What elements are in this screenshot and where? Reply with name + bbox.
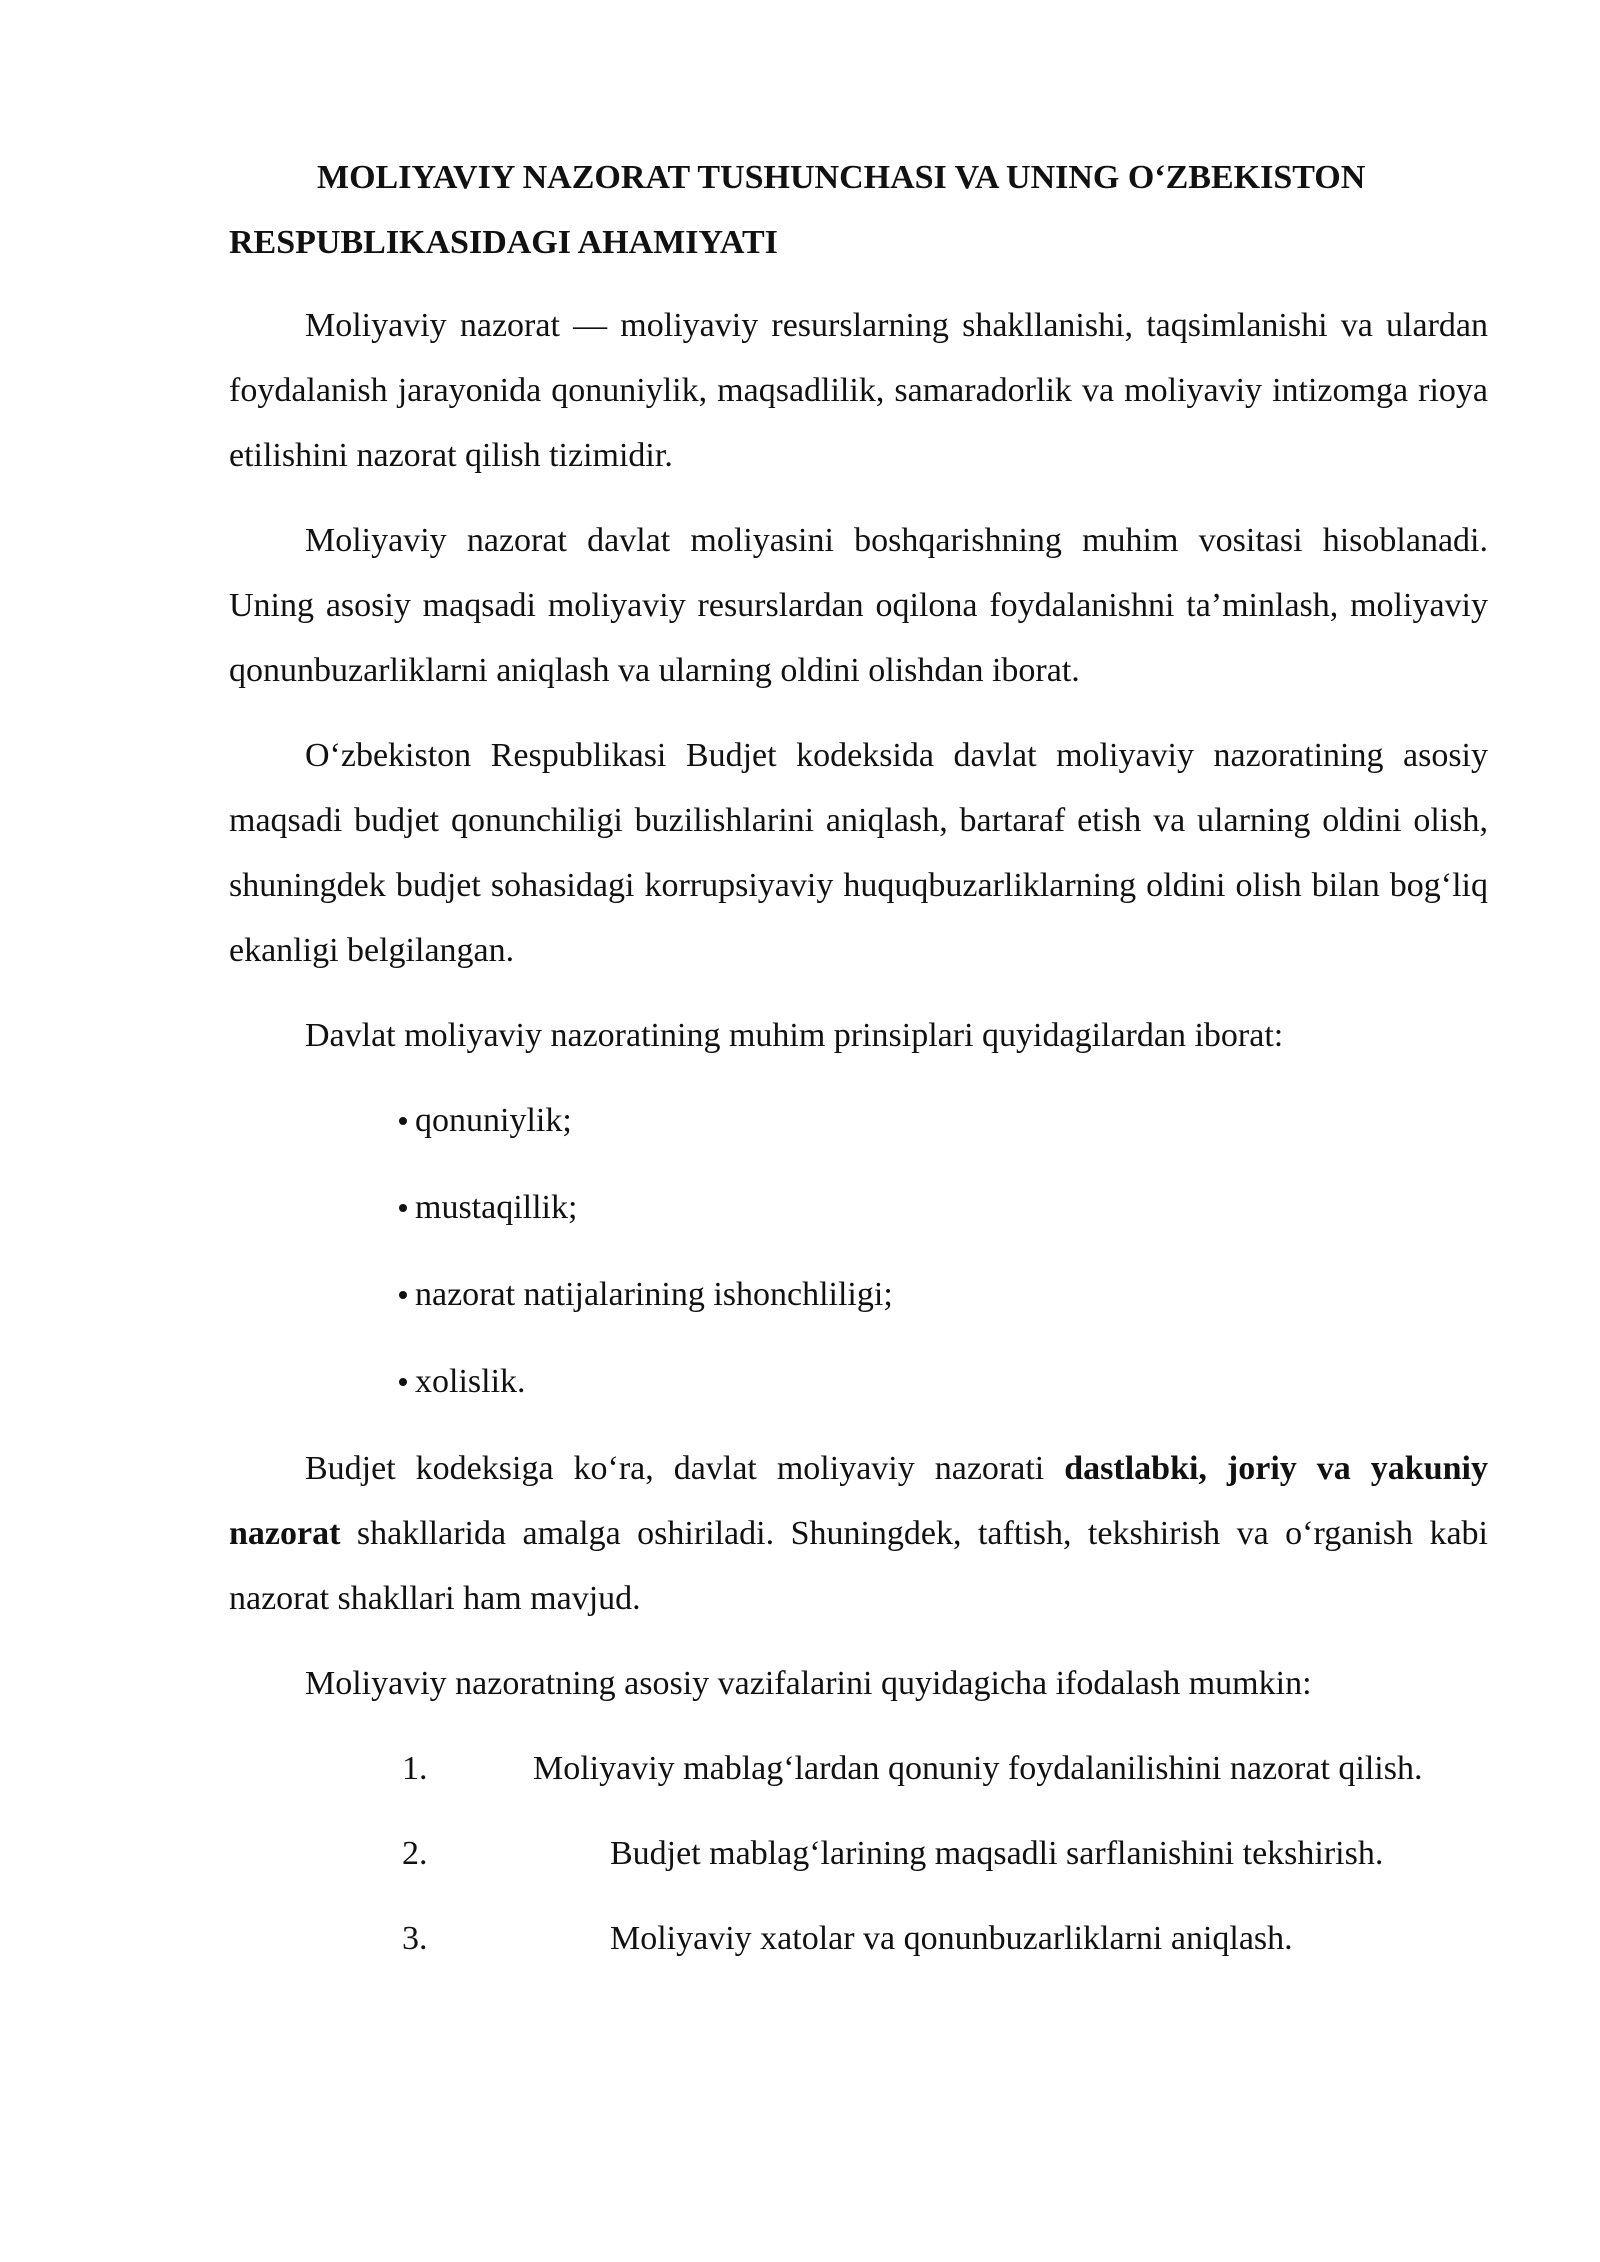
- list-item: [229, 1736, 1488, 1801]
- paragraph-budget-code: O‘zbekiston Respublikasi Budjet kodeksida davlat moliyaviy nazoratining asosiy maqsadi budjet qonunchiligi buzilishlarini aniqlash, bartaraf etish va ularning oldini olish, shuningdek budjet sohasidagi korrupsiyaviy huquqbuzarliklarning oldini olish bilan bog‘liq ekanligi belgilangan.: [229, 737, 1488, 969]
- list-item-text: qonuniylik;: [415, 1102, 572, 1139]
- list-item: [229, 1906, 1488, 1971]
- list-item-text: Moliyaviy mablag‘lardan qonuniy foydalanilishini nazorat qilish.: [533, 1750, 1423, 1787]
- list-item-text: Moliyaviy xatolar va qonunbuzarliklarni aniqlash.: [610, 1920, 1293, 1957]
- list-item: [399, 1088, 1488, 1153]
- list-item-number: 1.: [402, 1750, 428, 1787]
- document-title: MOLIYAVIY NAZORAT TUSHUNCHASI VA UNING O‘ZBEKISTON RESPUBLIKASIDAGI AHAMIYATI: [229, 159, 1366, 261]
- list-item-text: Budjet mablag‘larining maqsadli sarflanishini tekshirish.: [610, 1835, 1384, 1872]
- list-item: [399, 1175, 1488, 1240]
- list-item-number: 2.: [402, 1835, 428, 1872]
- list-item: [399, 1262, 1488, 1327]
- bullet-icon: [399, 1378, 407, 1386]
- control-forms-text-before: Budjet kodeksiga ko‘ra, davlat moliyaviy nazorati: [305, 1450, 1065, 1487]
- list-item-number: 3.: [402, 1920, 428, 1957]
- paragraph-principles-intro: Davlat moliyaviy nazoratining muhim prinsiplari quyidagilardan iborat:: [305, 1017, 1284, 1054]
- bullet-icon: [399, 1117, 407, 1125]
- bullet-icon: [399, 1204, 407, 1212]
- list-item: [399, 1349, 1488, 1414]
- paragraph-control-forms: [229, 1436, 1488, 1631]
- list-item-text: nazorat natijalarining ishonchliligi;: [415, 1276, 893, 1313]
- paragraph-purpose: Moliyaviy nazorat davlat moliyasini boshqarishning muhim vositasi hisoblanadi. Uning asosiy maqsadi moliyaviy resurslardan oqilona foydalanishni ta’minlash, moliyaviy qonunbuzarliklarni aniqlash va ularning oldini olishdan iborat.: [229, 522, 1488, 689]
- paragraph-definition: Moliyaviy nazorat — moliyaviy resurslarning shakllanishi, taqsimlanishi va ulardan foydalanish jarayonida qonuniylik, maqsadlilik, samaradorlik va moliyaviy intizomga rioya etilishini nazorat qilish tizimidir.: [229, 307, 1488, 474]
- principles-list: [229, 1088, 1488, 1414]
- list-item-text: mustaqillik;: [415, 1189, 578, 1226]
- control-forms-text-after: shakllarida amalga oshiriladi. Shuningdek, taftish, tekshirish va o‘rganish kabi nazorat shakllari ham mavjud.: [229, 1515, 1488, 1617]
- paragraph-tasks-intro: Moliyaviy nazoratning asosiy vazifalarini quyidagicha ifodalash mumkin:: [305, 1665, 1312, 1702]
- list-item-text: xolislik.: [415, 1363, 526, 1400]
- bullet-icon: [399, 1291, 407, 1299]
- tasks-list: [229, 1736, 1488, 1971]
- list-item: [229, 1821, 1488, 1886]
- control-forms-bold: dastlabki, joriy va yakuniy nazorat: [229, 1450, 1488, 1552]
